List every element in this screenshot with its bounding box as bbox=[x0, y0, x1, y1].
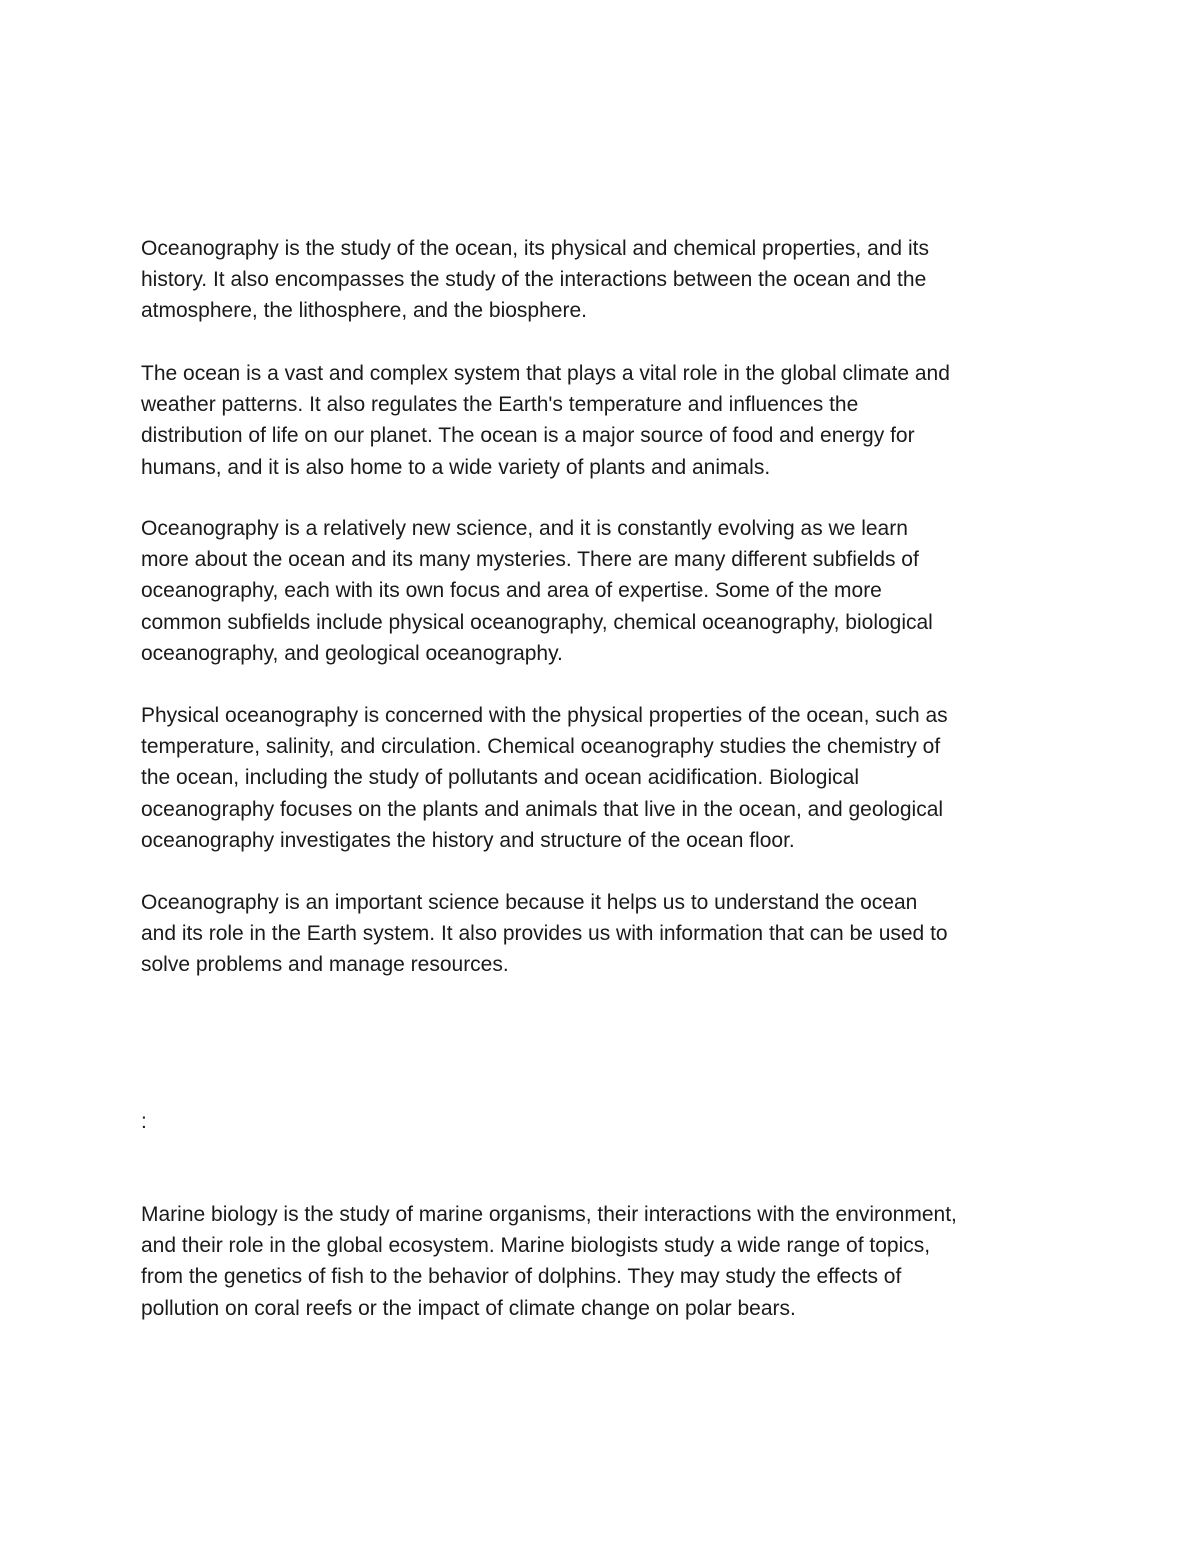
paragraph-subfield-descriptions: Physical oceanography is concerned with the physical properties of the ocean, such as temperature, salinity, and circulation. Chemical oceanography studies the chemistry of the ocean, including the study of pollutants and ocean acidification. Biological oceanography focuses on the plants and animals that live in the ocean, and geological oceanography investigates the history and structure of the ocean floor. bbox=[141, 704, 948, 852]
paragraph-ocean-system: The ocean is a vast and complex system that plays a vital role in the global climate and weather patterns. It also regulates the Earth's temperature and influences the distribution of life on our planet. The ocean is a major source of food and energy for humans, and it is also home to a wide variety of plants and animals. bbox=[141, 362, 950, 479]
paragraph-marine-biology: Marine biology is the study of marine organisms, their interactions with the environment, and their role in the global ecosystem. Marine biologists study a wide range of topics, from the genetics of fish to the behavior of dolphins. They may study the effects of pollution on coral reefs or the impact of climate change on polar bears. bbox=[141, 1203, 957, 1320]
paragraph-subfields: Oceanography is a relatively new science, and it is constantly evolving as we learn more about the ocean and its many mysteries. There are many different subfields of oceanography, each with its own focus and area of expertise. Some of the more common subfields include physical oceanography, chemical oceanography, biological oceanography, and geological oceanography. bbox=[141, 517, 933, 665]
separator-colon: : bbox=[141, 1110, 147, 1133]
paragraph-importance: Oceanography is an important science because it helps us to understand the ocean and its role in the Earth system. It also provides us with information that can be used to solve problems and manage resources. bbox=[141, 891, 948, 977]
paragraph-oceanography-definition: Oceanography is the study of the ocean, its physical and chemical properties, and its history. It also encompasses the study of the interactions between the ocean and the atmosphere, the lithosphere, and the biosphere. bbox=[141, 237, 929, 323]
